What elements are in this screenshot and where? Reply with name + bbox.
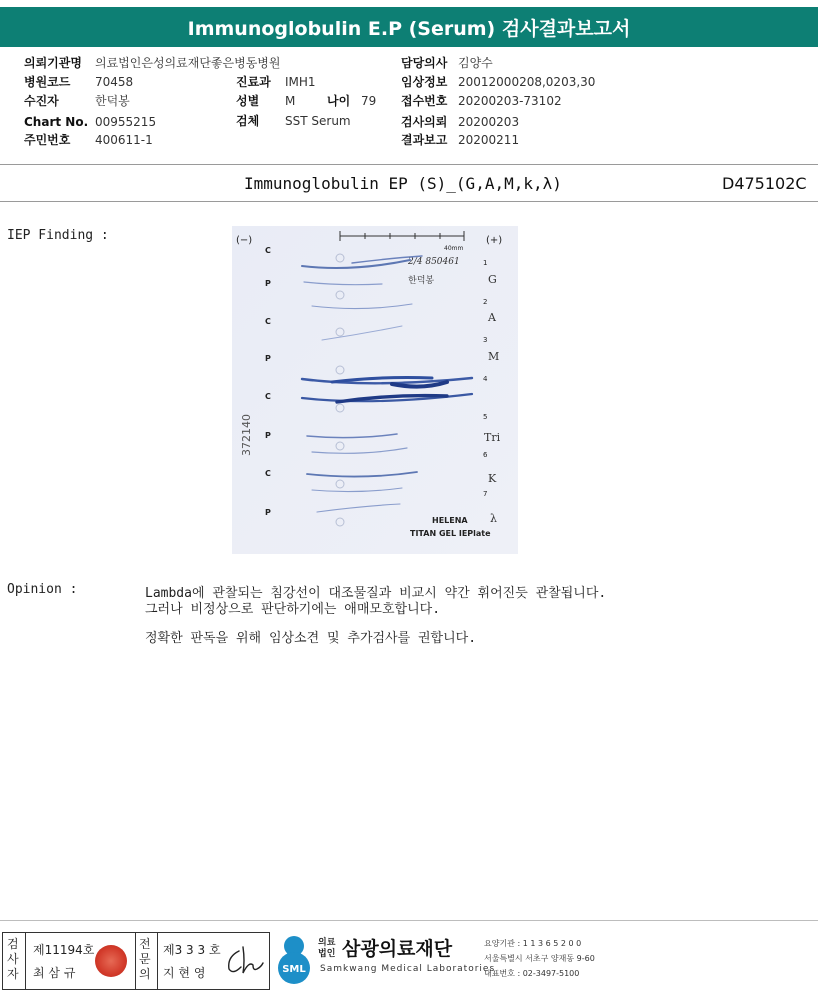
divider-test [0, 201, 818, 202]
value-report-date: 20200211 [458, 133, 520, 147]
opinion-line: Lambda에 관찰되는 침강선이 대조물질과 비교시 약간 휘어진듯 관찰됩니다. [145, 586, 607, 601]
test-name: Immunoglobulin EP (S)_(G,A,M,k,λ) [244, 174, 562, 193]
lane-name-g: G [488, 273, 497, 286]
opinion-line: 그러나 비정상으로 판단하기에는 애매모호합니다. [145, 602, 441, 617]
label-clinical-info: 임상정보 [401, 75, 448, 89]
opinion-line: 정확한 판독을 위해 임상소견 및 추가검사를 권합니다. [145, 631, 477, 646]
logo-text: SML [282, 964, 306, 975]
org-type: 의료법인 [318, 938, 336, 959]
value-request-date: 20200203 [458, 115, 520, 129]
patient-info [0, 54, 818, 154]
specialist-label: 전문의 [139, 937, 151, 981]
label-chart-no: Chart No. [24, 115, 89, 129]
value-receipt-no: 20200203-73102 [458, 94, 562, 108]
divider-footer [0, 920, 818, 921]
label-report-date: 결과보고 [401, 133, 448, 147]
label-specimen: 검체 [236, 114, 260, 128]
label-request-date: 검사의뢰 [401, 115, 448, 129]
iep-gel-image [232, 226, 518, 554]
lane-number: 2 [483, 298, 488, 306]
examiner-name: 최 삼 규 [33, 966, 76, 980]
divider-top [0, 164, 818, 165]
row-label-c: C [265, 392, 271, 401]
plus-electrode: (+) [486, 235, 503, 246]
row-label-c: C [265, 246, 271, 255]
label-hospital-code: 병원코드 [24, 75, 71, 89]
seal-stamp [95, 945, 127, 977]
care-institution-no: 요양기관 : 1 1 3 6 5 2 0 0 [484, 939, 582, 948]
lane-number: 3 [483, 336, 488, 344]
iep-finding-label: IEP Finding : [7, 228, 109, 243]
test-header [0, 174, 818, 198]
box-divider [135, 933, 136, 989]
specialist-license: 제3 3 3 호 [163, 943, 221, 957]
plate-id-number: 372140 [240, 414, 253, 456]
value-patient: 한덕봉 [95, 94, 130, 108]
row-label-p: P [265, 354, 271, 363]
value-clinical-info: 20012000208,0203,30 [458, 75, 596, 89]
brand-helena: HELENA [432, 516, 468, 525]
label-sex: 성별 [236, 94, 260, 108]
value-resident-no: 400611-1 [95, 133, 153, 147]
org-logo-block [272, 934, 812, 988]
brand-titan-gel: TITAN GEL IEPlate [410, 529, 491, 538]
row-label-c: C [265, 317, 271, 326]
org-address: 서울특별시 서초구 양재동 9-60 [484, 954, 595, 963]
specialist-name: 지 현 영 [163, 966, 206, 980]
lane-name-tri: Tri [484, 431, 501, 444]
row-label-p: P [265, 431, 271, 440]
value-chart-no: 00955215 [95, 115, 157, 129]
signature-box [2, 932, 270, 990]
report-title: Immunoglobulin E.P (Serum) 검사결과보고서 [0, 7, 818, 47]
label-hospital: 의뢰기관명 [24, 56, 82, 70]
org-name: 삼광의료재단 [342, 938, 453, 960]
examiner-license: 제11194호 [33, 943, 95, 957]
label-age: 나이 [327, 94, 351, 108]
lane-number: 1 [483, 259, 488, 267]
lane-number: 4 [483, 375, 488, 383]
specialist-signature [223, 943, 265, 979]
value-doctor: 김양수 [458, 56, 493, 70]
value-hospital-code: 70458 [95, 75, 134, 89]
test-code: D475102C [722, 174, 807, 193]
value-hospital: 의료법인은성의료재단좋은병동병원 [95, 56, 281, 70]
row-label-p: P [265, 279, 271, 288]
label-resident-no: 주민번호 [24, 133, 71, 147]
value-department: IMH1 [285, 75, 316, 89]
lane-name-m: M [488, 350, 500, 363]
org-phone: 대표번호 : 02-3497-5100 [484, 969, 580, 978]
label-receipt-no: 접수번호 [401, 94, 448, 108]
box-divider [25, 933, 26, 989]
lane-number: 6 [483, 451, 488, 459]
box-divider [157, 933, 158, 989]
sml-logo-icon [272, 934, 318, 986]
value-age: 79 [361, 94, 377, 108]
gel-plate [232, 226, 518, 554]
label-department: 진료과 [236, 75, 271, 89]
opinion-label: Opinion : [7, 582, 78, 597]
examiner-label: 검사자 [7, 937, 19, 981]
lane-name-k: K [488, 472, 497, 485]
value-specimen: SST Serum [285, 114, 351, 128]
row-label-p: P [265, 508, 271, 517]
scale-label: 40mm [444, 245, 464, 252]
minus-electrode: (−) [236, 235, 253, 246]
lane-number: 5 [483, 413, 488, 421]
lane-number: 7 [483, 490, 488, 498]
org-english-name: Samkwang Medical Laboratories [320, 964, 496, 974]
label-patient: 수진자 [24, 94, 59, 108]
handwritten-sample-no: 2/4 850461 [408, 257, 460, 267]
lane-name-a: A [488, 311, 496, 324]
label-doctor: 담당의사 [401, 56, 448, 70]
handwritten-name: 한덕봉 [408, 276, 435, 286]
row-label-c: C [265, 469, 271, 478]
lane-name-lambda: λ [490, 512, 497, 525]
value-sex: M [285, 94, 296, 108]
